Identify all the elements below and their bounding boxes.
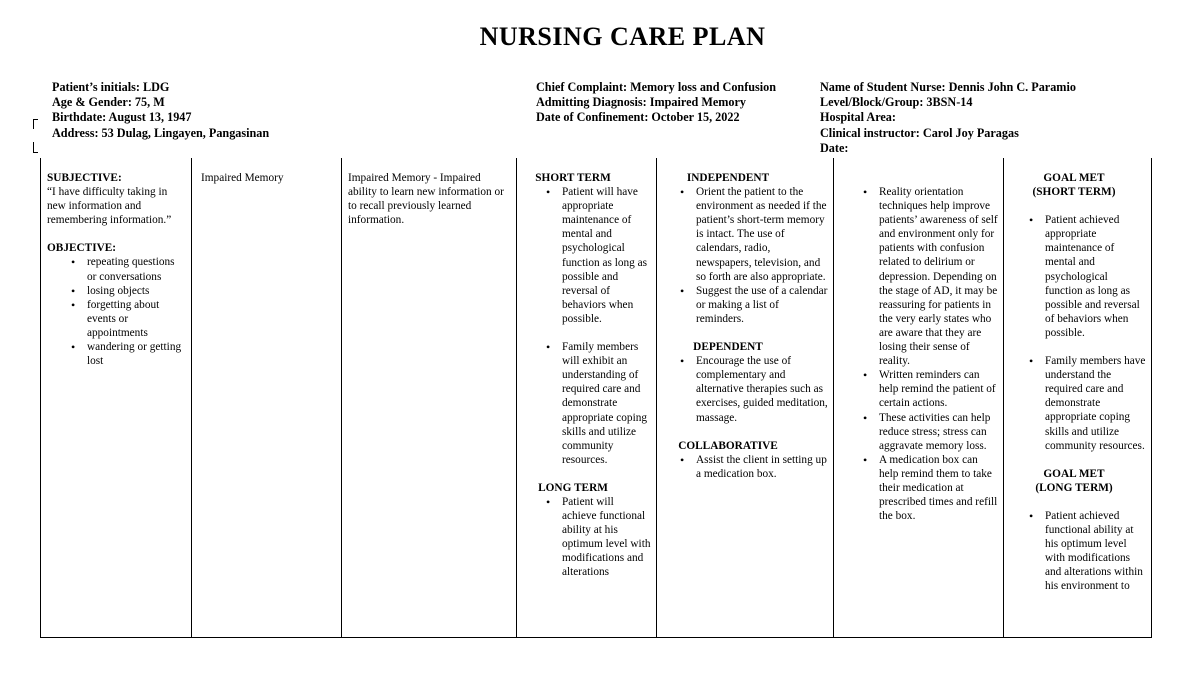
list-item: • Family members will exhibit an understanding of required care and demonstrate appropriate coping skills and utilize community resources. — [562, 340, 651, 467]
level-block-group: Level/Block/Group: 3BSN-14 — [820, 95, 973, 110]
chief-complaint: Chief Complaint: Memory loss and Confusion — [536, 80, 777, 94]
list-item: • Written reminders can help remind the patient of certain actions. — [879, 368, 998, 410]
objective-heading: OBJECTIVE: — [47, 242, 117, 255]
list-item: • Suggest the use of a calendar or making a list of reminders. — [696, 284, 828, 326]
student-nurse-name: Name of Student Nurse: Dennis John C. Paramio — [820, 80, 1076, 94]
evaluation-column — [1009, 171, 1147, 593]
collaborative-list — [696, 453, 828, 481]
goal-met-short-heading: GOAL MET — [1043, 172, 1105, 184]
list-item: • Encourage the use of complementary and alternative therapies such as exercises, guided meditation, massage. — [696, 354, 828, 424]
list-item: • These activities can help reduce stress; stress can aggravate memory loss. — [879, 411, 998, 453]
list-item: • A medication box can help remind them to take their medication at prescribed times and refill the box. — [879, 453, 998, 523]
goal-met-long-subheading: (LONG TERM) — [1035, 481, 1113, 494]
diagnosis-text: Impaired Memory — [201, 172, 284, 184]
dependent-list — [696, 354, 828, 424]
list-item: • Patient achieved functional ability at his optimum level with modifications and alterations within his environment to — [1045, 509, 1147, 594]
analysis-text: Impaired Memory - Impaired ability to learn new information or to recall previously learned information. — [348, 172, 504, 227]
interventions-column — [663, 171, 828, 481]
margin-tick — [33, 152, 38, 153]
objective-list — [87, 255, 185, 368]
patient-address: Address: 53 Dulag, Lingayen, Pangasinan — [52, 125, 270, 140]
long-term-heading: LONG TERM — [538, 481, 608, 494]
independent-heading: INDEPENDENT — [686, 172, 770, 184]
list-item: • Patient will have appropriate maintenance of mental and psychological function as long as possible and reversal of behaviors when possible. — [562, 185, 651, 326]
analysis-column — [348, 171, 510, 227]
clinical-instructor: Clinical instructor: Carol Joy Paragas — [820, 125, 1019, 140]
list-item: • forgetting about events or appointments — [87, 298, 185, 340]
date-of-confinement: Date of Confinement: October 15, 2022 — [536, 110, 740, 125]
care-plan-table — [40, 158, 1152, 638]
list-item: • Orient the patient to the environment as needed if the patient’s short-term memory is intact. The use of calendars, radio, newspapers, television, and so forth are also appropriate. — [696, 185, 828, 284]
subjective-quote: “I have difficulty taking in new information and remembering information.” — [47, 186, 172, 227]
assessment-column — [47, 171, 185, 368]
column-divider — [516, 158, 517, 637]
margin-tick — [33, 119, 34, 129]
hospital-area: Hospital Area: — [820, 110, 896, 125]
rationale-column — [840, 185, 998, 523]
patient-initials: Patient’s initials: LDG — [52, 80, 170, 94]
short-term-list — [562, 185, 651, 467]
admitting-diagnosis: Admitting Diagnosis: Impaired Memory — [536, 95, 747, 110]
collaborative-heading: COLLABORATIVE — [678, 439, 778, 452]
patient-info — [52, 80, 269, 141]
diagnosis-column — [201, 171, 335, 185]
patient-birthdate: Birthdate: August 13, 1947 — [52, 110, 192, 125]
goal-met-long-heading: GOAL MET — [1043, 467, 1105, 480]
rationale-list — [879, 185, 998, 523]
independent-list — [696, 185, 828, 326]
column-divider — [1003, 158, 1004, 637]
list-item: • Reality orientation techniques help improve patients’ awareness of self and environment only for patients with confusion related to delirium or depression. Depending on the stage of AD, it may be reassuring for patients in the very early states who are aware that they are losing their sense of reality. — [879, 185, 998, 368]
column-divider — [833, 158, 834, 637]
list-item: • losing objects — [87, 284, 185, 298]
column-divider — [191, 158, 192, 637]
dependent-heading: DEPENDENT — [693, 341, 763, 354]
date-field: Date: — [820, 140, 849, 155]
list-item: • Assist the client in setting up a medication box. — [696, 453, 828, 481]
column-divider — [341, 158, 342, 637]
subjective-heading: SUBJECTIVE: — [47, 172, 122, 184]
list-item: • Family members have understand the required care and demonstrate appropriate coping skills and utilize community resources. — [1045, 354, 1147, 453]
list-item: • repeating questions or conversations — [87, 255, 185, 283]
planning-column — [523, 171, 651, 580]
list-item: • wandering or getting lost — [87, 340, 185, 368]
long-term-list — [562, 495, 651, 580]
goal-met-long-list — [1045, 509, 1147, 594]
complaint-info — [536, 80, 776, 126]
column-divider — [656, 158, 657, 637]
list-item: • Patient achieved appropriate maintenance of mental and psychological function as long as possible and reversal of behaviors when possible. — [1045, 213, 1147, 340]
goal-met-short-list — [1045, 213, 1147, 453]
margin-tick — [33, 142, 34, 152]
list-item: • Patient will achieve functional ability at his optimum level with modifications and alterations — [562, 495, 651, 580]
short-term-heading: SHORT TERM — [535, 172, 611, 184]
student-info — [820, 80, 1076, 156]
page-title: NURSING CARE PLAN — [479, 22, 766, 51]
patient-age-gender: Age & Gender: 75, M — [52, 95, 165, 110]
goal-met-short-subheading: (SHORT TERM) — [1032, 186, 1116, 199]
